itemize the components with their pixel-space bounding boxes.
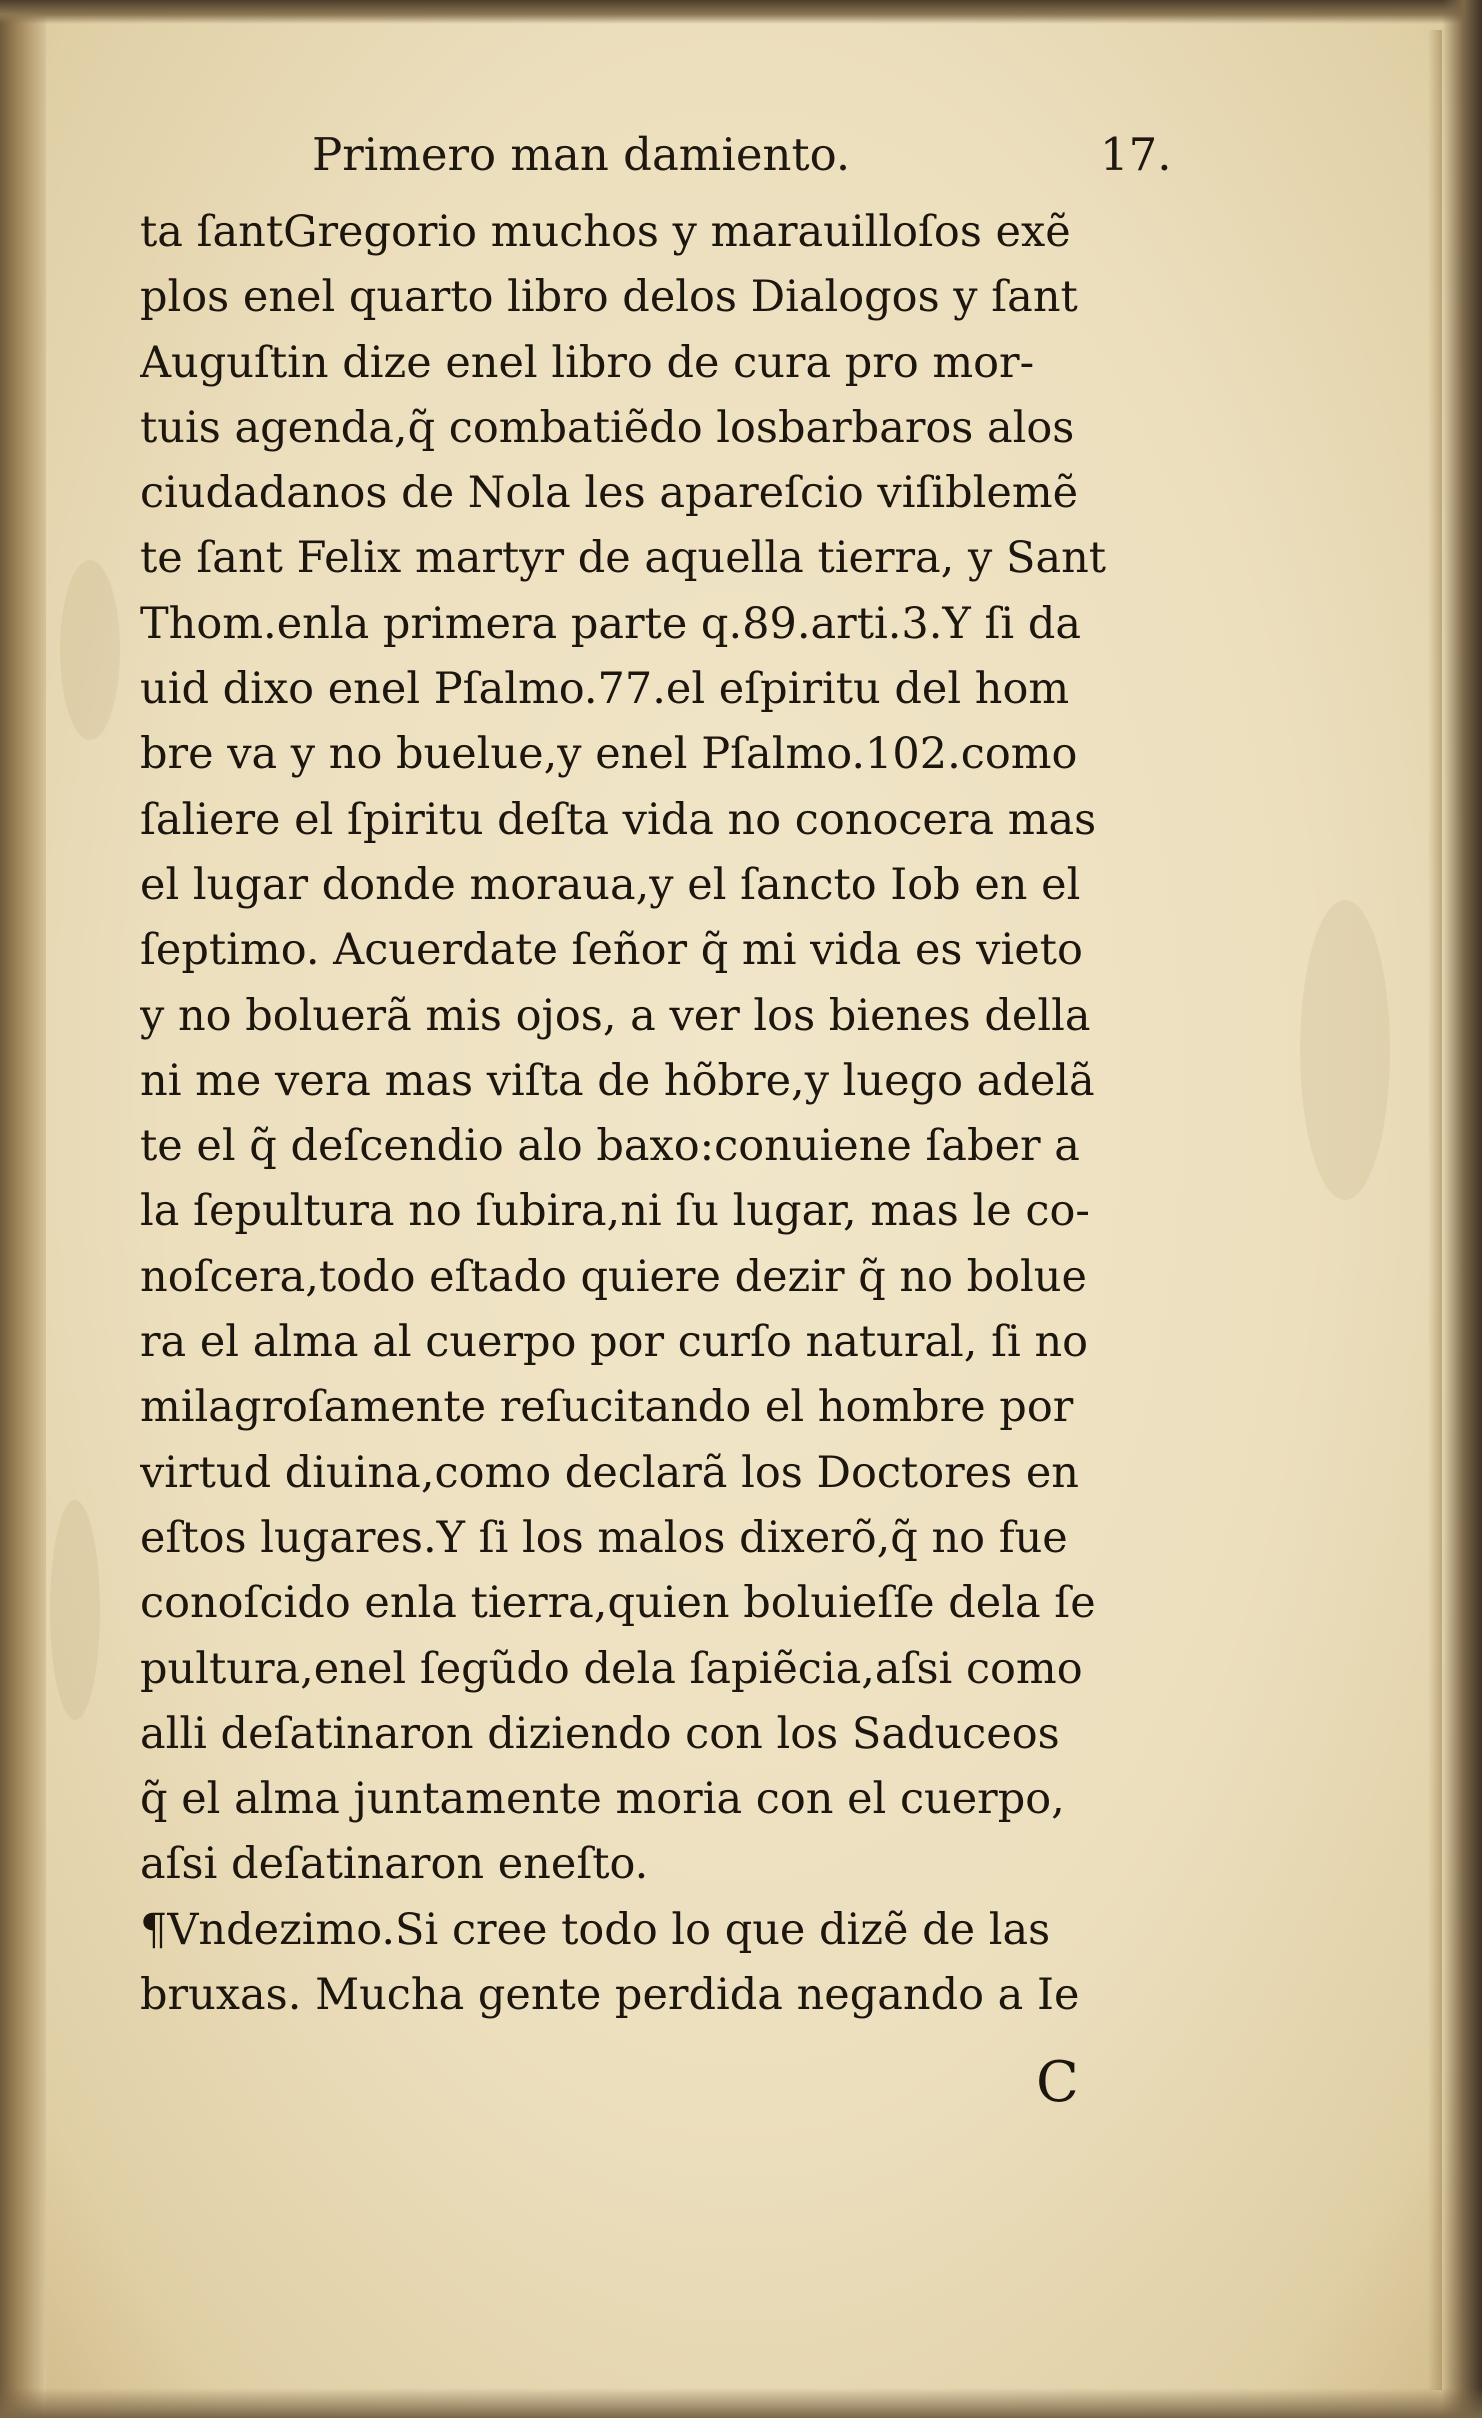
page-bottom-edge (0, 2388, 1482, 2418)
page-right-edge (1442, 0, 1482, 2418)
paper-stain (1300, 900, 1390, 1200)
text-line: q̃ el alma juntamente moria con el cuerpo, (140, 1774, 1065, 1825)
body-text (140, 200, 1230, 2028)
text-line: te ſant Felix martyr de aquella tierra, y Sant (140, 533, 1107, 584)
text-line: el lugar donde moraua,y el ſancto Iob en el (140, 859, 1081, 910)
text-line: ciudadanos de Nola les apareſcio viſiblemẽ (140, 468, 1079, 519)
paper-stain (50, 1500, 100, 1720)
text-line: te el q̃ deſcendio alo baxo:conuiene ſaber a (140, 1121, 1080, 1172)
text-line: plos enel quarto libro delos Dialogos y ſant (140, 272, 1078, 323)
text-line: eſtos lugares.Y ſi los malos dixerõ,q̃ no fue (140, 1512, 1068, 1563)
text-line: ſeptimo. Acuerdate ſeñor q̃ mi vida es vieto (140, 925, 1083, 976)
text-line: ſaliere el ſpiritu deſta vida no conocera mas (140, 794, 1097, 845)
text-line: ta ſantGregorio muchos y marauilloſos exẽ (140, 207, 1071, 257)
text-line: la ſepultura no ſubira,ni ſu lugar, mas le co- (140, 1186, 1090, 1237)
paper-stain (60, 560, 120, 740)
text-line: y no boluerã mis ojos, a ver los bienes della (140, 990, 1091, 1041)
text-line: Thom.enla primera parte q.89.arti.3.Y ſi da (140, 598, 1081, 649)
text-line: conoſcido enla tierra,quien boluieſſe dela ſe (140, 1578, 1096, 1629)
page-left-edge (0, 0, 46, 2418)
text-line: bre va y no buelue,y enel Pſalmo.102.como (140, 729, 1078, 780)
text-line: ra el alma al cuerpo por curſo natural, ſi no (140, 1317, 1089, 1368)
text-line: Auguſtin dize enel libro de cura pro mor- (140, 337, 1035, 388)
text-line: virtud diuina,como declarã los Doctores en (140, 1447, 1079, 1498)
page-gutter-shadow (1428, 30, 1442, 2390)
text-line: uid dixo enel Pſalmo.77.el eſpiritu del hom (140, 664, 1070, 715)
text-line: bruxas. Mucha gente perdida negando a Ie (140, 1970, 1080, 2021)
signature-mark: C (1036, 2050, 1079, 2115)
text-line: ni me vera mas viſta de hõbre,y luego adelã (140, 1055, 1095, 1106)
text-line: alli deſatinaron diziendo con los Saduceos (140, 1708, 1060, 1759)
text-line: aſsi deſatinaron eneſto. (140, 1839, 649, 1890)
page-number: 17. (1100, 128, 1172, 181)
text-line: pultura,enel ſegũdo dela ſapiẽcia,aſsi como (140, 1643, 1083, 1694)
text-line: ¶Vndezimo.Si cree todo lo que dizẽ de las (140, 1904, 1051, 1955)
running-head (312, 128, 1192, 198)
text-line: milagroſamente reſucitando el hombre por (140, 1382, 1074, 1433)
text-line: noſcera,todo eſtado quiere dezir q̃ no bolue (140, 1251, 1087, 1302)
text-line: tuis agenda,q̃ combatiẽdo losbarbaros alos (140, 402, 1075, 453)
page-top-edge (0, 0, 1482, 24)
running-head-title: Primero man damiento. (312, 128, 851, 181)
